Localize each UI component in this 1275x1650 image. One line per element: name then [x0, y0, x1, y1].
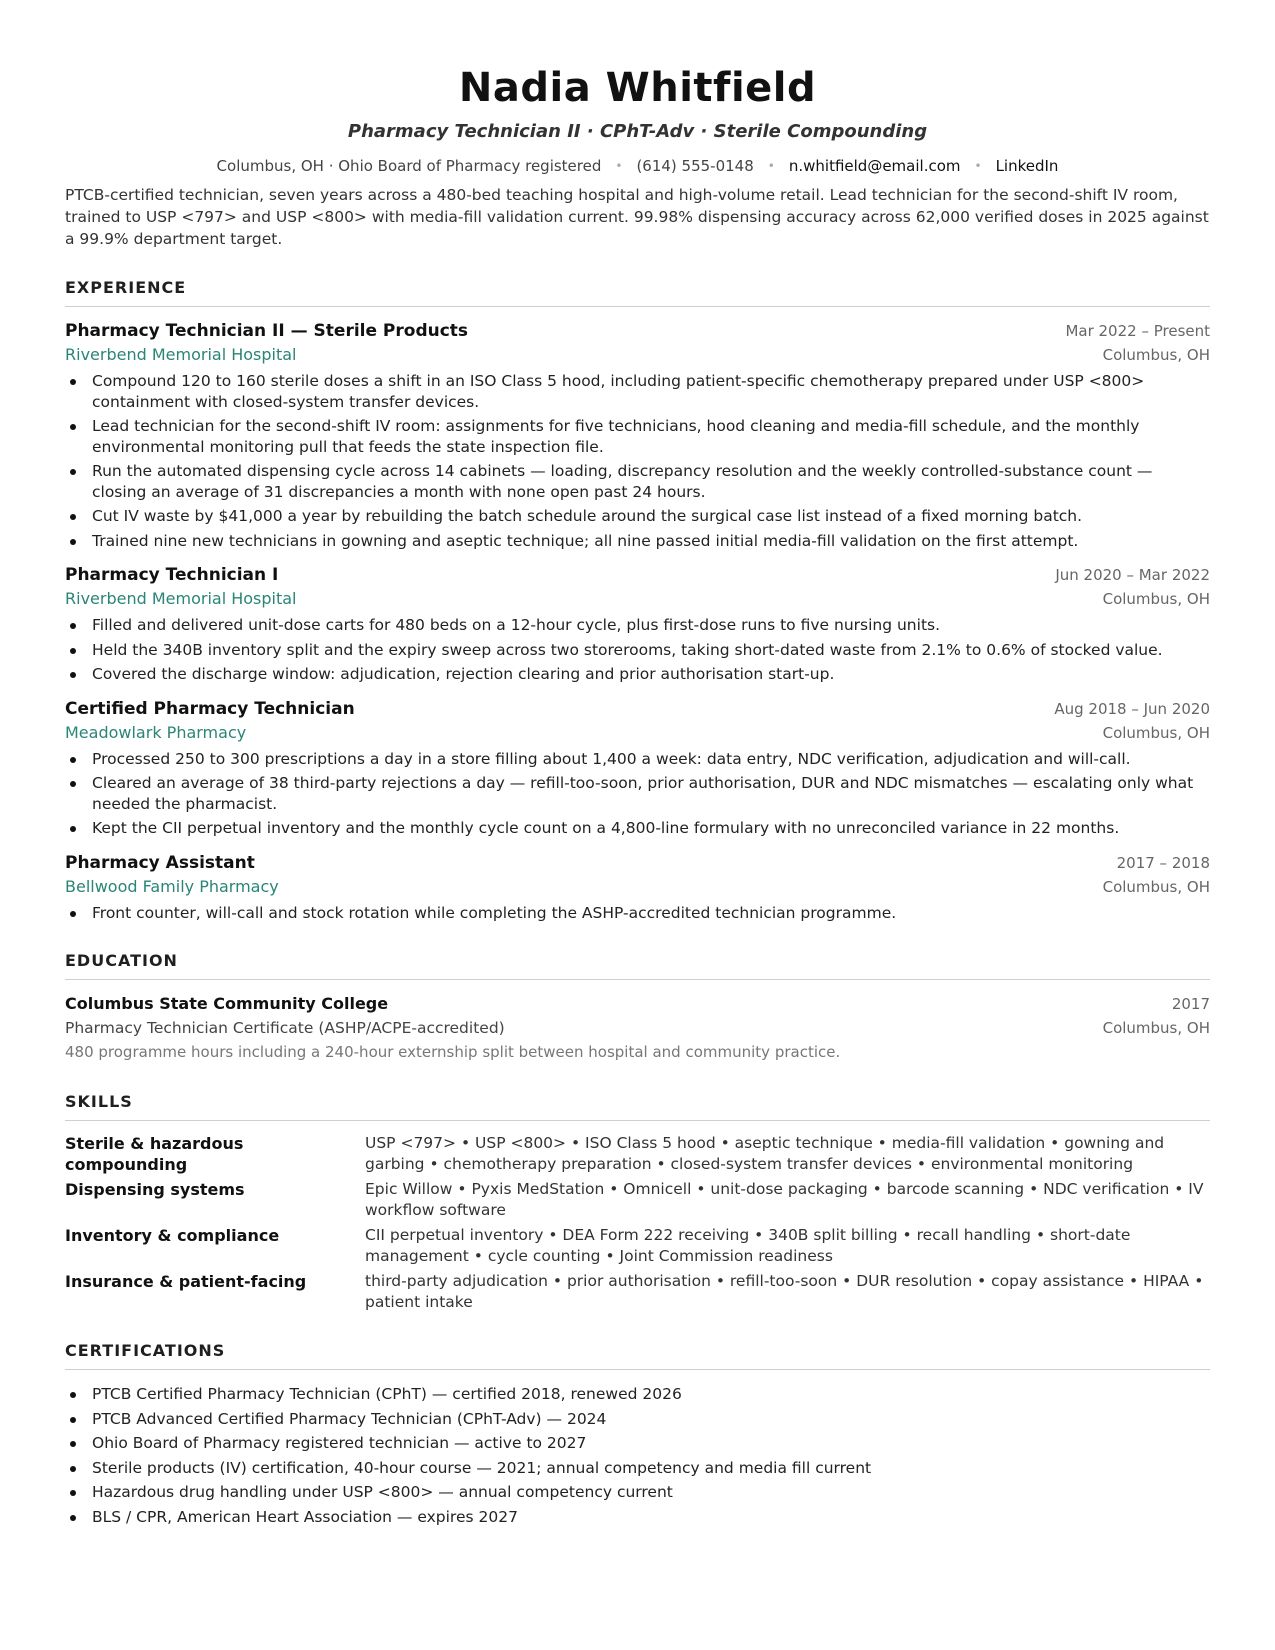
list-item: [65, 773, 1210, 814]
skill-items: CII perpetual inventory • DEA Form 222 receiving • 340B split billing • recall handling • short-date management • cycle counting • Joint Commission readiness: [365, 1226, 1131, 1265]
list-item: [65, 1482, 1210, 1503]
certification-text: PTCB Advanced Certified Pharmacy Technician (CPhT-Adv) — 2024: [92, 1409, 607, 1428]
list-item: [65, 749, 1210, 770]
bullet-icon: [70, 424, 76, 430]
list-item: [65, 461, 1210, 502]
bullet-icon: [70, 623, 76, 629]
contact-separator: •: [974, 159, 982, 173]
job-dates: Jun 2020 – Mar 2022: [1055, 566, 1210, 584]
bullet-icon: [70, 1490, 76, 1496]
list-item: [65, 818, 1210, 839]
bullet-text: Covered the discharge window: adjudication, rejection clearing and prior authorisation start-up.: [92, 665, 835, 683]
bullet-icon: [70, 1515, 76, 1521]
list-item: [65, 1433, 1210, 1454]
contact-location: Columbus, OH · Ohio Board of Pharmacy registered: [216, 157, 602, 175]
certification-text: Hazardous drug handling under USP <800> — annual competency current: [92, 1483, 673, 1501]
contact-linkedin-link[interactable]: LinkedIn: [995, 157, 1059, 175]
job-title: Certified Pharmacy Technician: [65, 698, 355, 719]
skills-section: [65, 1092, 1210, 1313]
bullet-text: Front counter, will-call and stock rotation while completing the ASHP-accredited technician programme.: [92, 903, 897, 922]
certification-text: Ohio Board of Pharmacy registered technician — active to 2027: [92, 1434, 587, 1452]
list-item: [65, 1458, 1210, 1479]
bullet-icon: [70, 469, 76, 475]
bullet-text: Held the 340B inventory split and the expiry sweep across two storerooms, taking short-dated waste from 2.1% to 0.6% of stocked value.: [92, 640, 1163, 659]
contact-bar: [65, 156, 1210, 176]
professional-summary: PTCB-certified technician, seven years across a 480-bed teaching hospital and high-volume retail. Lead technician for the second-shift IV room, trained to USP <797> and USP <800> with media-fill validation current. 99.98% dispensing accuracy across 62,000 verified doses in 2025 against a 99.9% department target.: [65, 186, 1209, 248]
candidate-headline: Pharmacy Technician II · CPhT-Adv · Sterile Compounding: [347, 121, 928, 142]
job-entry: [65, 851, 1210, 924]
education-year: 2017: [1171, 995, 1210, 1013]
bullet-text: Lead technician for the second-shift IV room: assignments for five technicians, hood cleaning and media-fill schedule, and the monthly environmental monitoring pull that feeds the state inspection file.: [92, 417, 1140, 456]
bullet-icon: [70, 514, 76, 520]
skill-items: third-party adjudication • prior authorisation • refill-too-soon • DUR resolution • copay assistance • HIPAA • patient intake: [365, 1272, 1204, 1311]
bullet-text: Compound 120 to 160 sterile doses a shift in an ISO Class 5 hood, including patient-specific chemotherapy prepared under USP <800> containment with closed-system transfer devices.: [92, 372, 1145, 411]
section-heading: EXPERIENCE: [65, 278, 1210, 307]
education-section: [65, 951, 1210, 1064]
skill-category: Insurance & patient-facing: [65, 1272, 307, 1291]
job-dates: Mar 2022 – Present: [1065, 322, 1210, 340]
list-item: [65, 1384, 1210, 1405]
list-item: [65, 1507, 1210, 1528]
skill-items: USP <797> • USP <800> • ISO Class 5 hood • aseptic technique • media-fill validation • gowning and garbing • chemotherapy preparation • closed-system transfer devices • environmental monitoring: [365, 1134, 1165, 1173]
skill-category: Inventory & compliance: [65, 1226, 280, 1245]
skill-row: [65, 1133, 1210, 1175]
certification-text: PTCB Certified Pharmacy Technician (CPhT) — certified 2018, renewed 2026: [92, 1385, 682, 1403]
bullet-icon: [70, 539, 76, 545]
degree-name: Pharmacy Technician Certificate (ASHP/ACPE-accredited): [65, 1019, 505, 1037]
job-location: Columbus, OH: [1102, 590, 1210, 608]
job-employer: Bellwood Family Pharmacy: [65, 876, 279, 896]
bullet-text: Cleared an average of 38 third-party rejections a day — refill-too-soon, prior authorisation, DUR and NDC mismatches — escalating only what needed the pharmacist.: [92, 774, 1194, 813]
bullet-icon: [70, 1417, 76, 1423]
job-bullets: [65, 749, 1210, 839]
bullet-icon: [70, 826, 76, 832]
section-heading: EDUCATION: [65, 951, 1210, 980]
candidate-name: Nadia Whitfield: [458, 65, 817, 111]
job-employer: Meadowlark Pharmacy: [65, 722, 247, 742]
bullet-icon: [70, 1441, 76, 1447]
list-item: [65, 506, 1210, 527]
certification-list: [65, 1384, 1210, 1527]
skills-table: [65, 1133, 1210, 1313]
skill-category: Dispensing systems: [65, 1180, 245, 1199]
job-entry: [65, 563, 1210, 685]
skill-row: [65, 1225, 1210, 1267]
section-heading: SKILLS: [65, 1092, 1210, 1121]
bullet-icon: [70, 672, 76, 678]
list-item: [65, 531, 1210, 552]
list-item: [65, 371, 1210, 412]
contact-separator: •: [767, 159, 775, 173]
school-name: Columbus State Community College: [65, 994, 389, 1013]
certifications-section: [65, 1341, 1210, 1527]
job-bullets: [65, 615, 1210, 685]
job-entry: [65, 697, 1210, 839]
job-location: Columbus, OH: [1102, 723, 1210, 742]
contact-separator: •: [615, 159, 623, 173]
bullet-icon: [70, 757, 76, 763]
list-item: [65, 416, 1210, 457]
job-title: Pharmacy Technician I: [65, 565, 279, 585]
job-title: Pharmacy Assistant: [65, 852, 255, 873]
certification-text: Sterile products (IV) certification, 40-hour course — 2021; annual competency and media fill current: [92, 1458, 872, 1477]
bullet-text: Kept the CII perpetual inventory and the monthly cycle count on a 4,800-line formulary with no unreconciled variance in 22 months.: [92, 819, 1120, 837]
bullet-text: Processed 250 to 300 prescriptions a day in a store filling about 1,400 a week: data entry, NDC verification, adjudication and will-call.: [92, 749, 1131, 768]
section-heading: CERTIFICATIONS: [65, 1341, 1210, 1370]
job-employer: Riverbend Memorial Hospital: [65, 345, 297, 364]
education-entry: [65, 992, 1210, 1064]
list-item: [65, 664, 1210, 685]
job-title: Pharmacy Technician II — Sterile Products: [65, 321, 469, 341]
skill-category: Sterile & hazardous compounding: [65, 1134, 244, 1174]
experience-section: [65, 278, 1210, 923]
bullet-text: Cut IV waste by $41,000 a year by rebuilding the batch schedule around the surgical case list instead of a fixed morning batch.: [92, 507, 1083, 525]
job-dates: Aug 2018 – Jun 2020: [1054, 699, 1210, 718]
list-item: [65, 1409, 1210, 1430]
list-item: [65, 640, 1210, 661]
job-location: Columbus, OH: [1102, 877, 1210, 896]
education-note: 480 programme hours including a 240-hour externship split between hospital and community practice.: [65, 1043, 841, 1061]
job-bullets: [65, 903, 1210, 924]
bullet-text: Run the automated dispensing cycle across 14 cabinets — loading, discrepancy resolution and the weekly controlled-substance count — closing an average of 31 discrepancies a month with none open past 24 hours.: [92, 462, 1153, 501]
certification-text: BLS / CPR, American Heart Association — expires 2027: [92, 1507, 518, 1526]
job-dates: 2017 – 2018: [1116, 853, 1210, 872]
job-entry: [65, 319, 1210, 551]
education-location: Columbus, OH: [1102, 1019, 1210, 1037]
contact-phone: (614) 555-0148: [636, 157, 754, 175]
bullet-text: Filled and delivered unit-dose carts for 480 beds on a 12-hour cycle, plus first-dose runs to five nursing units.: [92, 616, 941, 634]
list-item: [65, 903, 1210, 924]
skill-row: [65, 1179, 1210, 1221]
job-employer: Riverbend Memorial Hospital: [65, 589, 297, 608]
bullet-icon: [70, 648, 76, 654]
contact-email-link[interactable]: n.whitfield@email.com: [788, 157, 961, 175]
bullet-icon: [70, 1392, 76, 1398]
skill-items: Epic Willow • Pyxis MedStation • Omnicell • unit-dose packaging • barcode scanning • NDC verification • IV workflow software: [365, 1180, 1204, 1219]
bullet-icon: [70, 911, 76, 917]
bullet-icon: [70, 1466, 76, 1472]
job-bullets: [65, 371, 1210, 551]
job-location: Columbus, OH: [1102, 346, 1210, 364]
list-item: [65, 615, 1210, 636]
bullet-text: Trained nine new technicians in gowning and aseptic technique; all nine passed initial media-fill validation on the first attempt.: [92, 531, 1079, 550]
skill-row: [65, 1271, 1210, 1313]
bullet-icon: [70, 781, 76, 787]
bullet-icon: [70, 379, 76, 385]
